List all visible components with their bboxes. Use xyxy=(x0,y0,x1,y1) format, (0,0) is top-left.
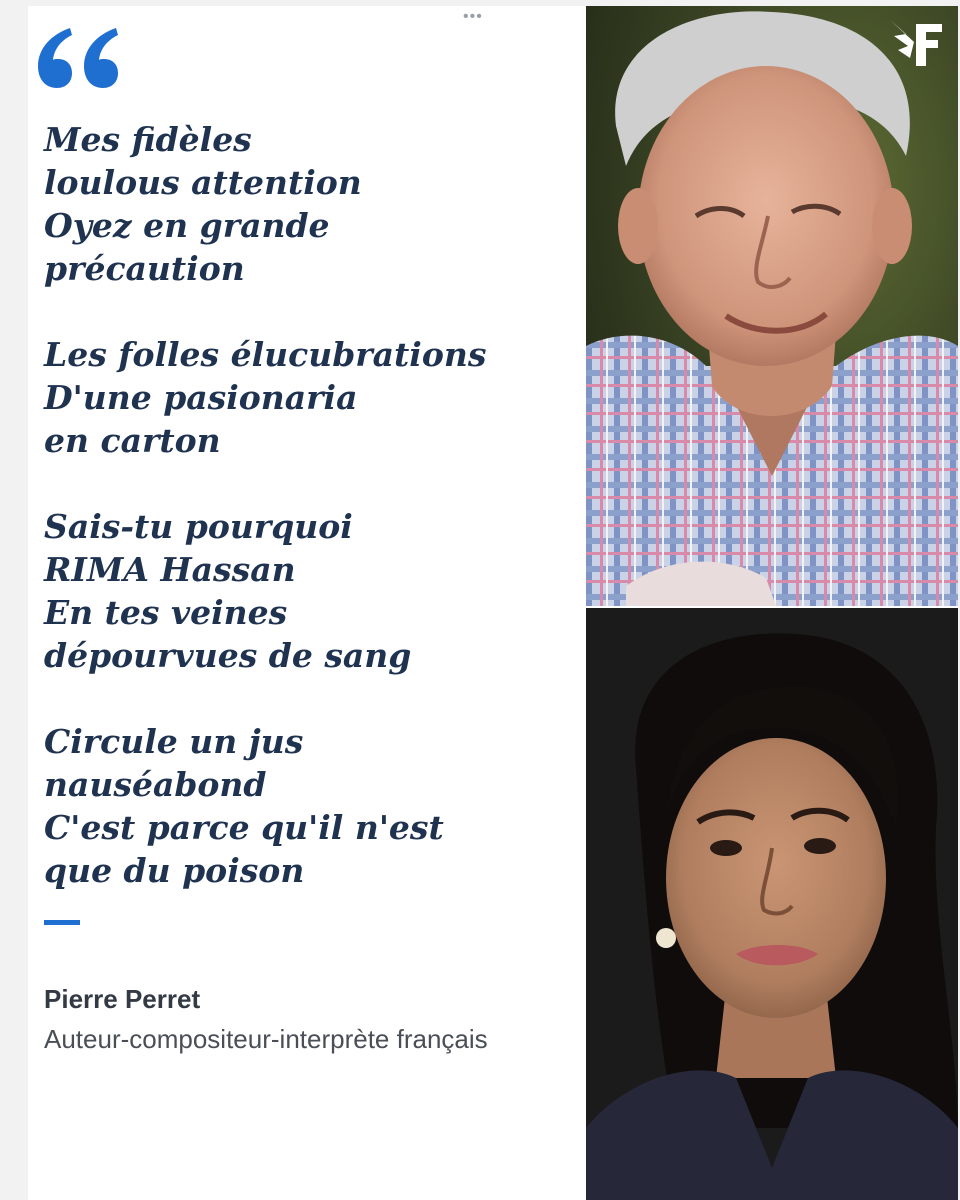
poem-line: Sais-tu pourquoi xyxy=(44,507,353,546)
poem-line: Circule un jus xyxy=(44,722,304,761)
quote-text xyxy=(44,118,584,892)
accent-divider xyxy=(44,920,80,925)
poem-line: nauséabond xyxy=(44,765,267,804)
stanza xyxy=(44,720,584,892)
stanza xyxy=(44,333,584,462)
stanza xyxy=(44,505,584,677)
le-figaro-logo-icon xyxy=(884,14,946,72)
portrait-older-man xyxy=(586,6,958,606)
stanza xyxy=(44,118,584,290)
poem-line: RIMA Hassan xyxy=(44,550,296,589)
poem-line: précaution xyxy=(44,249,245,288)
quote-icon xyxy=(32,24,122,94)
poem-line: en carton xyxy=(44,421,221,460)
poem-line: En tes veines xyxy=(44,593,288,632)
author-name: Pierre Perret xyxy=(44,984,201,1014)
more-options-icon[interactable]: ••• xyxy=(463,8,483,25)
quote-card xyxy=(28,6,958,1200)
poem-line: Mes fidèles xyxy=(44,120,252,159)
poem-line: C'est parce qu'il n'est xyxy=(44,808,444,847)
poem-line: que du poison xyxy=(44,851,305,890)
poem-line: Oyez en grande xyxy=(44,206,330,245)
poem-line: Les folles élucubrations xyxy=(44,335,487,374)
poem-line: D'une pasionaria xyxy=(44,378,358,417)
portrait-woman xyxy=(586,608,958,1200)
author-role: Auteur-compositeur-interprète français xyxy=(44,1024,488,1054)
poem-line: loulous attention xyxy=(44,163,362,202)
poem-line: dépourvues de sang xyxy=(44,636,412,675)
